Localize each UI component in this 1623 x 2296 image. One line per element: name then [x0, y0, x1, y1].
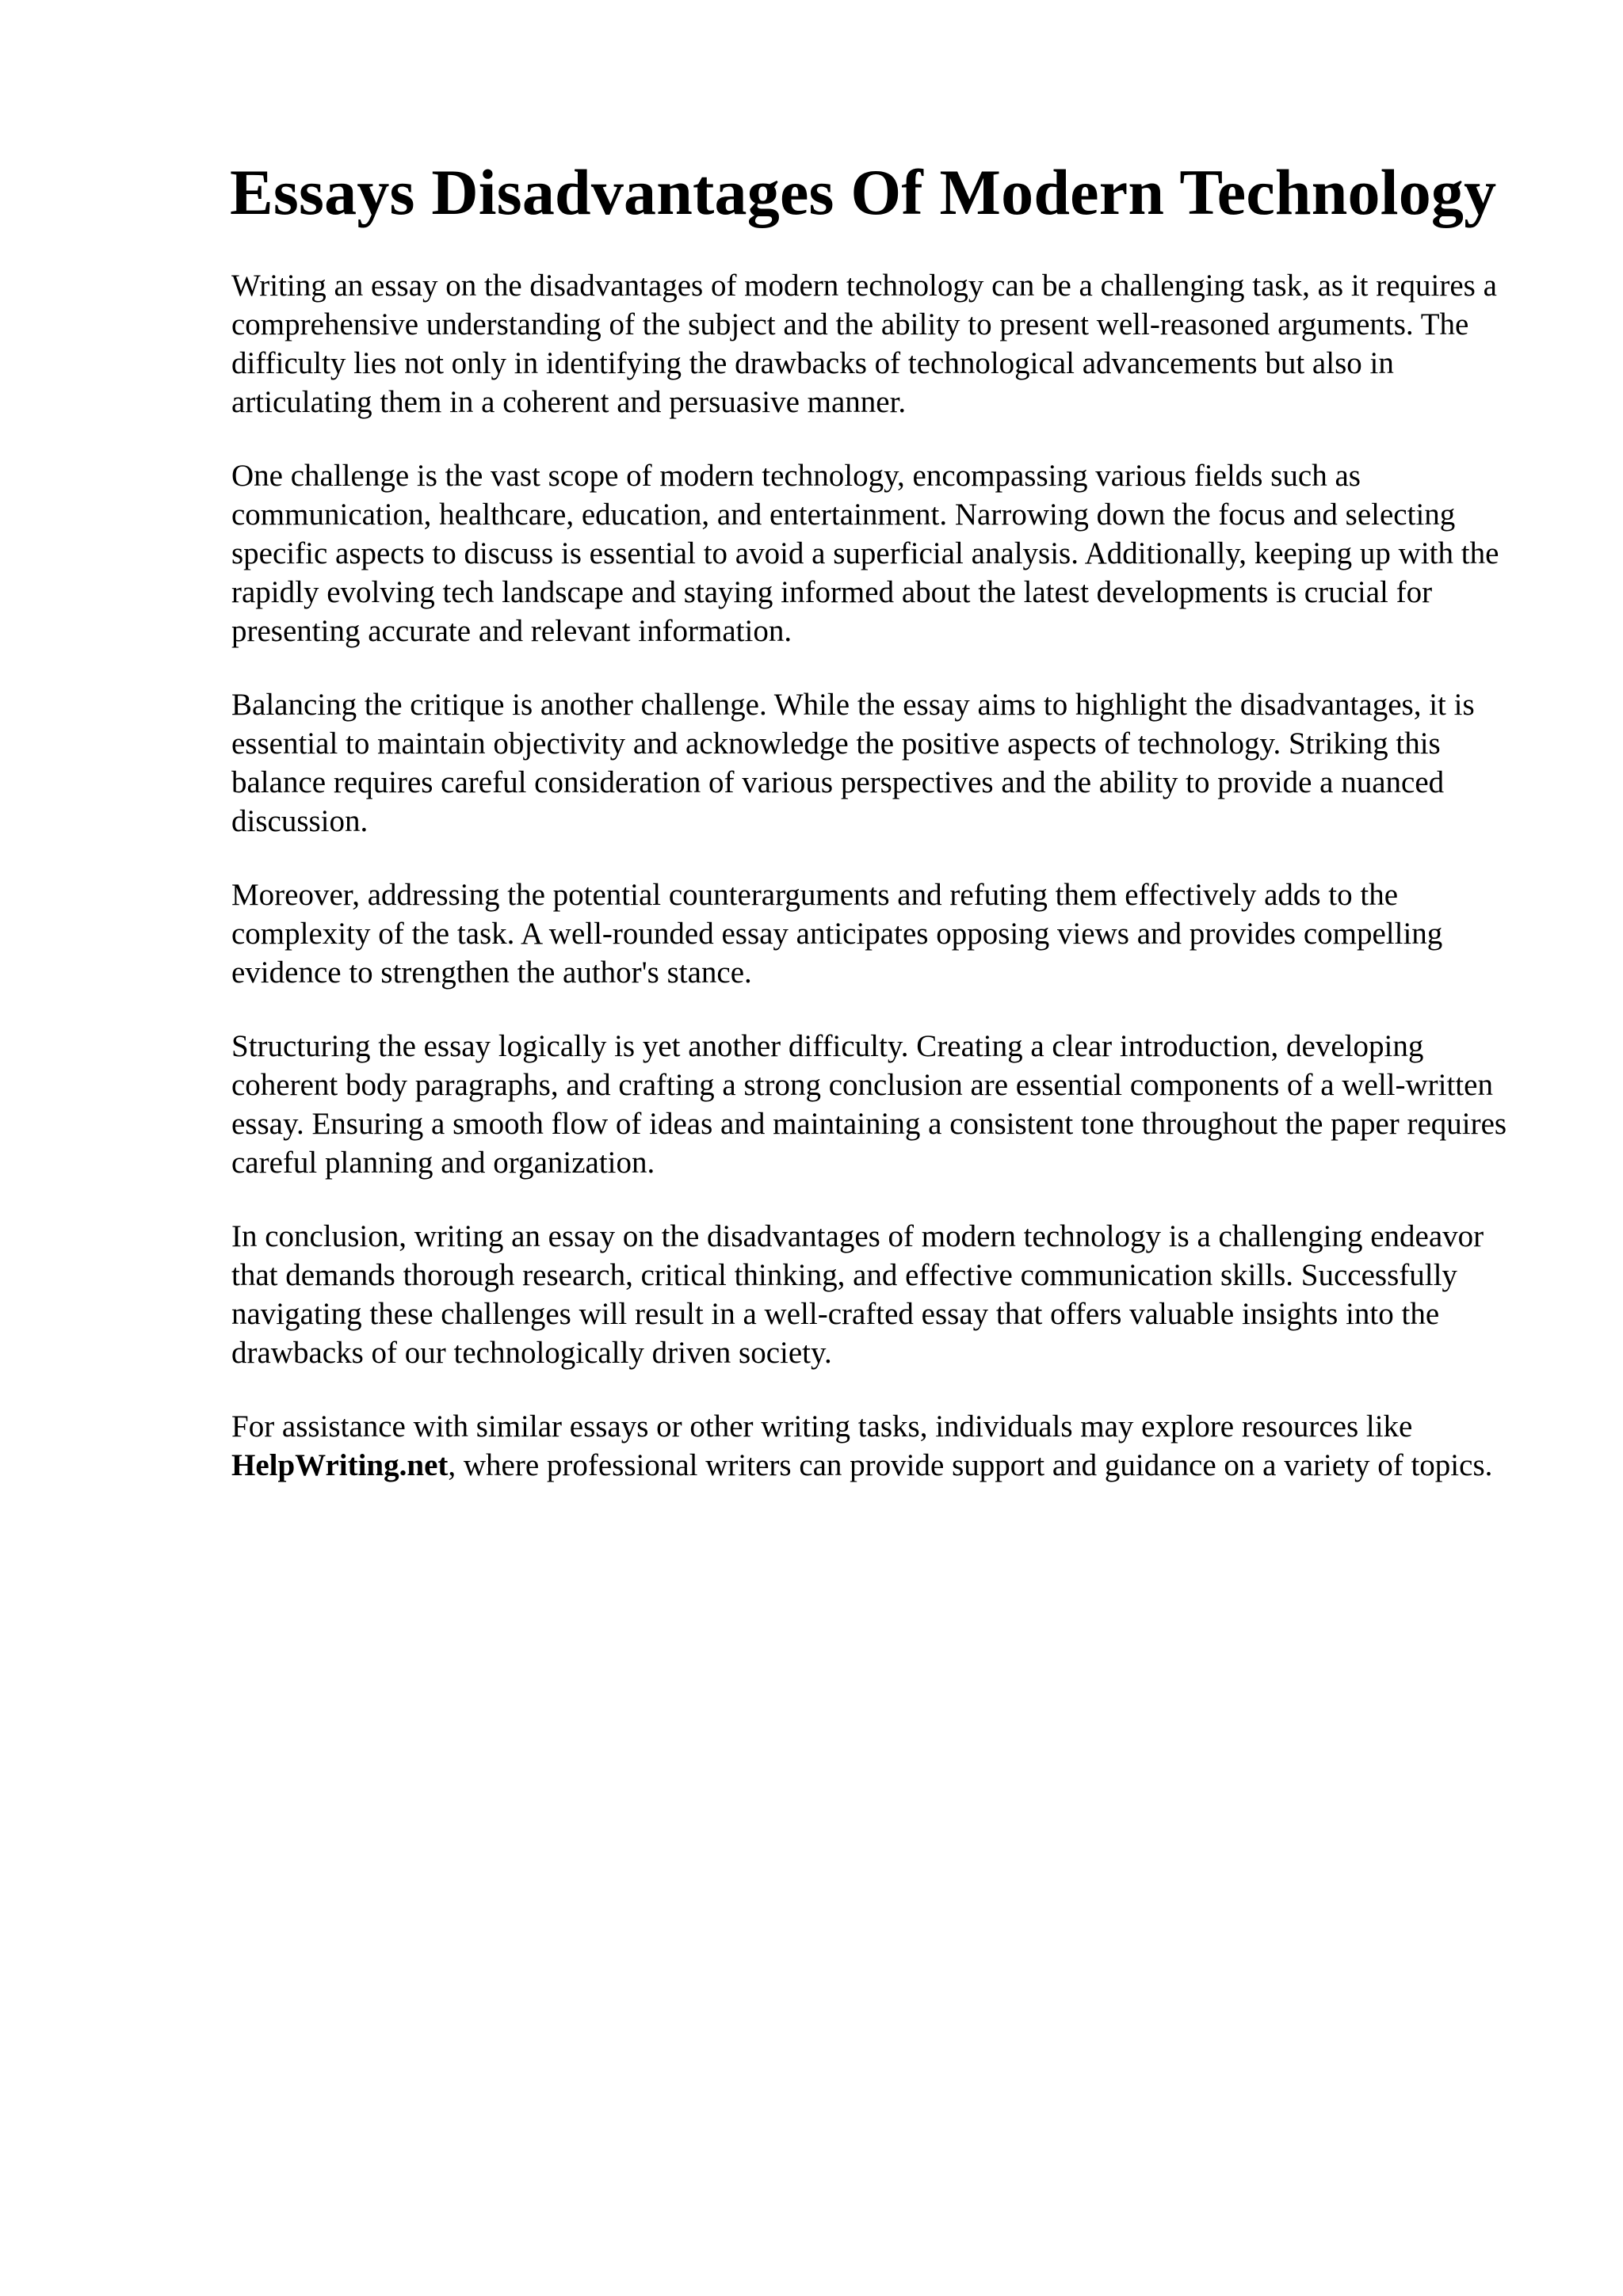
paragraph-structure: Structuring the essay logically is yet another difficulty. Creating a clear introduction, developing coherent body paragraphs, and crafting a strong conclusion are essential components of a well-written essay. Ensuring a smooth flow of ideas and maintaining a consistent tone throughout the paper requires careful planning and organization.	[231, 1029, 1507, 1180]
paragraph-balance: Balancing the critique is another challenge. While the essay aims to highlight the disadvantages, it is essential to maintain objectivity and acknowledge the positive aspects of technology. Striking this balance requires careful consideration of various perspectives and the ability to provide a nuanced discussion.	[231, 688, 1475, 838]
paragraph-counterarguments: Moreover, addressing the potential counterarguments and refuting them effectively adds to the complexity of the task. A well-rounded essay anticipates opposing views and provides compelling evidence to strengthen the author's stance.	[231, 878, 1443, 990]
helpwriting-link[interactable]: HelpWriting.net	[231, 1448, 449, 1482]
paragraph-closing	[231, 1407, 1515, 1485]
closing-text-after: , where professional writers can provide support and guidance on a variety of topics.	[448, 1448, 1493, 1482]
page-title: Essays Disadvantages Of Modern Technology	[230, 156, 1497, 228]
document-body	[231, 266, 1515, 1520]
paragraph-conclusion: In conclusion, writing an essay on the disadvantages of modern technology is a challenging endeavor that demands thorough research, critical thinking, and effective communication skills. Successfully navigating these challenges will result in a well-crafted essay that offers valuable insights into the drawbacks of our technologically driven society.	[231, 1219, 1484, 1370]
paragraph-intro: Writing an essay on the disadvantages of modern technology can be a challenging task, as it requires a comprehensive understanding of the subject and the ability to present well-reasoned arguments. The difficulty lies not only in identifying the drawbacks of technological advancements but also in articulating them in a coherent and persuasive manner.	[231, 269, 1497, 419]
paragraph-scope: One challenge is the vast scope of modern technology, encompassing various fields such as communication, healthcare, education, and entertainment. Narrowing down the focus and selecting specific aspects to discuss is essential to avoid a superficial analysis. Additionally, keeping up with the rapidly evolving tech landscape and staying informed about the latest developments is crucial for presenting accurate and relevant information.	[231, 459, 1499, 648]
closing-text-before: For assistance with similar essays or other writing tasks, individuals may explore resources like	[231, 1409, 1413, 1444]
